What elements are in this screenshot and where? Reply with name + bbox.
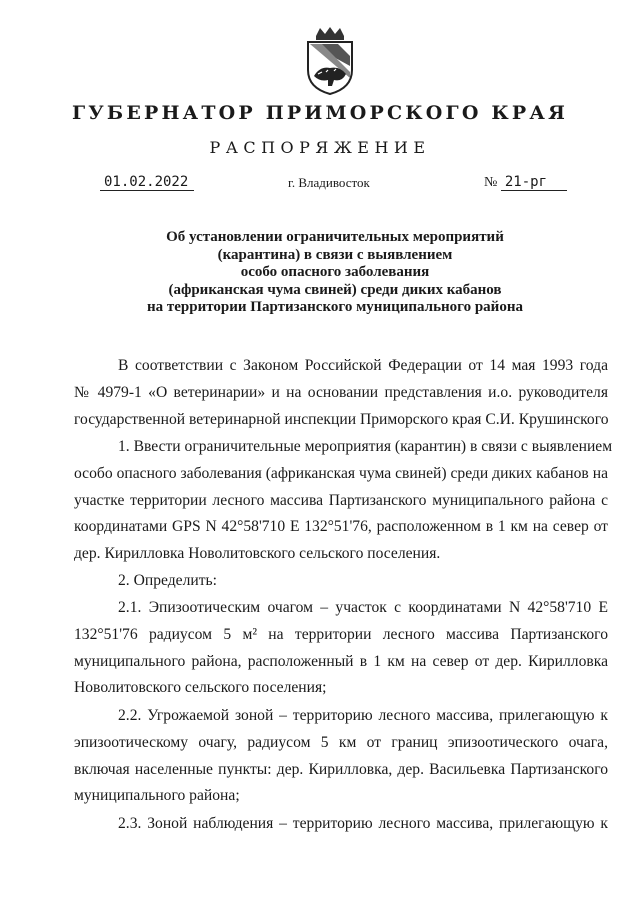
coat-of-arms-emblem (298, 26, 362, 96)
text-line: 1. Ввести ограничительные мероприятия (карантин) в связи с выявлением (118, 438, 613, 455)
document-type: РАСПОРЯЖЕНИЕ (209, 138, 431, 157)
text-line: 2. Определить: (118, 572, 217, 589)
text-line: 2.1. Эпизоотическим очагом – участок с координатами N 42°58'710 E (118, 599, 608, 616)
item-1-paragraph (74, 434, 613, 568)
text-line: координатами GPS N 42°58'710 E 132°51'76, расположенном в 1 км на север от (74, 518, 608, 536)
text-line: муниципального района; (74, 787, 240, 805)
document-date: 01.02.2022 (100, 174, 194, 191)
text-line: особо опасного заболевания (африканская чума свиней) среди диких кабанов на (74, 464, 608, 482)
number-sign: № (484, 175, 498, 190)
document-city: г. Владивосток (288, 175, 370, 190)
text-line: 132°51'76 радиусом 5 м² на территории лесного массива Партизанского (74, 625, 608, 643)
text-line: государственной ветеринарной инспекции Приморского края С.И. Крушинского (74, 410, 609, 428)
issuer-heading: ГУБЕРНАТОР ПРИМОРСКОГО КРАЯ (71, 102, 569, 124)
title-line: на территории Партизанского муниципального района (147, 299, 523, 315)
item-2-1-paragraph (74, 595, 608, 702)
text-line: 2.2. Угрожаемой зоной – территорию лесного массива, прилегающую к (118, 707, 608, 724)
item-2-paragraph (74, 568, 608, 595)
text-line: В соответствии с Законом Российской Федерации от 14 мая 1993 года (118, 357, 608, 374)
title-line: Об установлении ограничительных мероприятий (166, 229, 504, 245)
text-line: Новолитовского сельского поселения; (74, 679, 327, 697)
text-line: № 4979-1 «О ветеринарии» и на основании представления и.о. руководителя (74, 383, 608, 401)
title-line: (африканская чума свиней) среди диких кабанов (168, 281, 502, 298)
preamble-paragraph (74, 353, 608, 433)
item-2-2-paragraph (74, 703, 608, 810)
title-line: особо опасного заболевания (240, 264, 430, 280)
title-line: (карантина) в связи с выявлением (217, 246, 453, 263)
text-line: муниципального района, расположенный в 1 км на север от дер. Кирилловка (74, 652, 608, 670)
text-line: включая населенные пункты: дер. Кирилловка, дер. Васильевка Партизанского (74, 760, 608, 778)
text-line: эпизоотическому очагу, радиусом 5 км от границ эпизоотического очага, (74, 733, 608, 751)
document-title (120, 229, 550, 317)
text-line: 2.3. Зоной наблюдения – территорию лесного массива, прилегающую к (118, 815, 608, 832)
document-number (484, 174, 567, 191)
text-line: участке территории лесного массива Партизанского муниципального района с (74, 491, 608, 509)
number-value: 21-рг (501, 174, 567, 191)
text-line: дер. Кирилловка Новолитовского сельского поселения. (74, 545, 441, 563)
item-2-3-paragraph (74, 811, 608, 838)
